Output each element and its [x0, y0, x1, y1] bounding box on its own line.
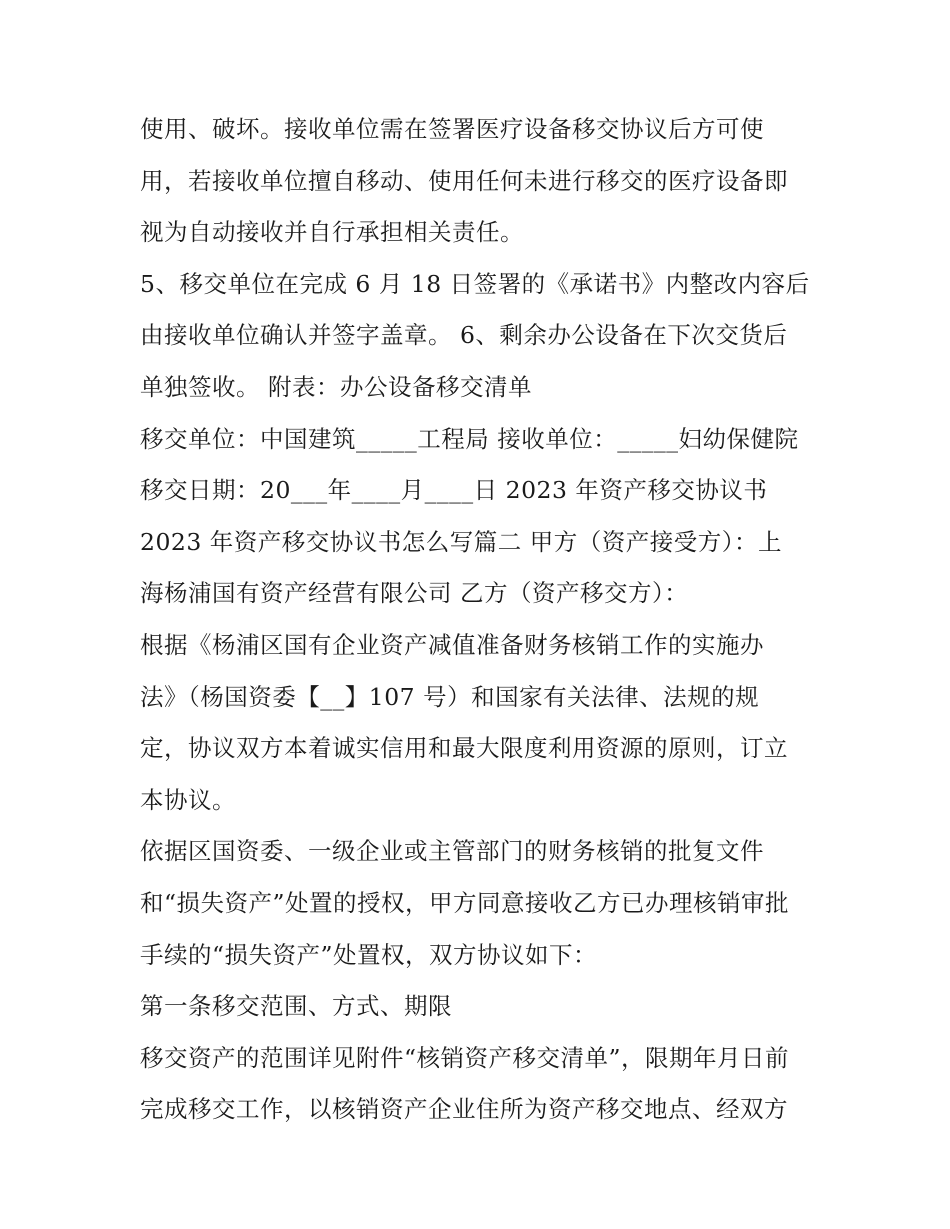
text-line: 由接收单位确认并签字盖章。 6、剩余办公设备在下次交货后 [140, 321, 788, 350]
text-line: 移交单位：中国建筑_____工程局 接收单位：_____妇幼保健院 [140, 424, 799, 453]
text-line: 依据区国资委、一级企业或主管部门的财务核销的批复文件 [140, 837, 764, 866]
text-line: 2023 年资产移交协议书怎么写篇二 甲方（资产接受方）：上 [140, 527, 782, 556]
text-line: 本协议。 [140, 785, 236, 814]
text-line: 使用、破坏。接收单位需在签署医疗设备移交协议后方可使 [140, 115, 764, 143]
text-line: 海杨浦国有资产经营有限公司 乙方（资产移交方）： [140, 579, 689, 608]
text-line: 移交日期：20___年____月____日 2023 年资产移交协议书 [140, 476, 768, 505]
text-line: 根据《杨浦区国有企业资产减值准备财务核销工作的实施办 [140, 630, 764, 659]
text-line: 移交资产的范围详见附件“核销资产移交清单”，限期年月日前 [140, 1043, 790, 1072]
text-line: 和“损失资产”处置的授权，甲方同意接收乙方已办理核销审批 [140, 888, 790, 917]
text-line: 手续的“损失资产”处置权，双方协议如下： [140, 940, 598, 969]
text-line: 法》（杨国资委【__】107 号）和国家有关法律、法规的规 [140, 682, 760, 711]
text-line: 5、移交单位在完成 6 月 18 日签署的《承诺书》内整改内容后 [140, 269, 810, 298]
text-line: 完成移交工作，以核销资产企业住所为资产移交地点、经双方 [140, 1095, 788, 1124]
text-line: 用，若接收单位擅自移动、使用任何未进行移交的医疗设备即 [140, 166, 788, 195]
section-heading: 第一条移交范围、方式、期限 [140, 992, 452, 1021]
document-body [140, 104, 830, 1136]
text-line: 单独签收。 附表：办公设备移交清单 [140, 372, 532, 401]
text-line: 视为自动接收并自行承担相关责任。 [140, 218, 524, 247]
text-line: 定，协议双方本着诚实信用和最大限度利用资源的原则，订立 [140, 734, 788, 763]
